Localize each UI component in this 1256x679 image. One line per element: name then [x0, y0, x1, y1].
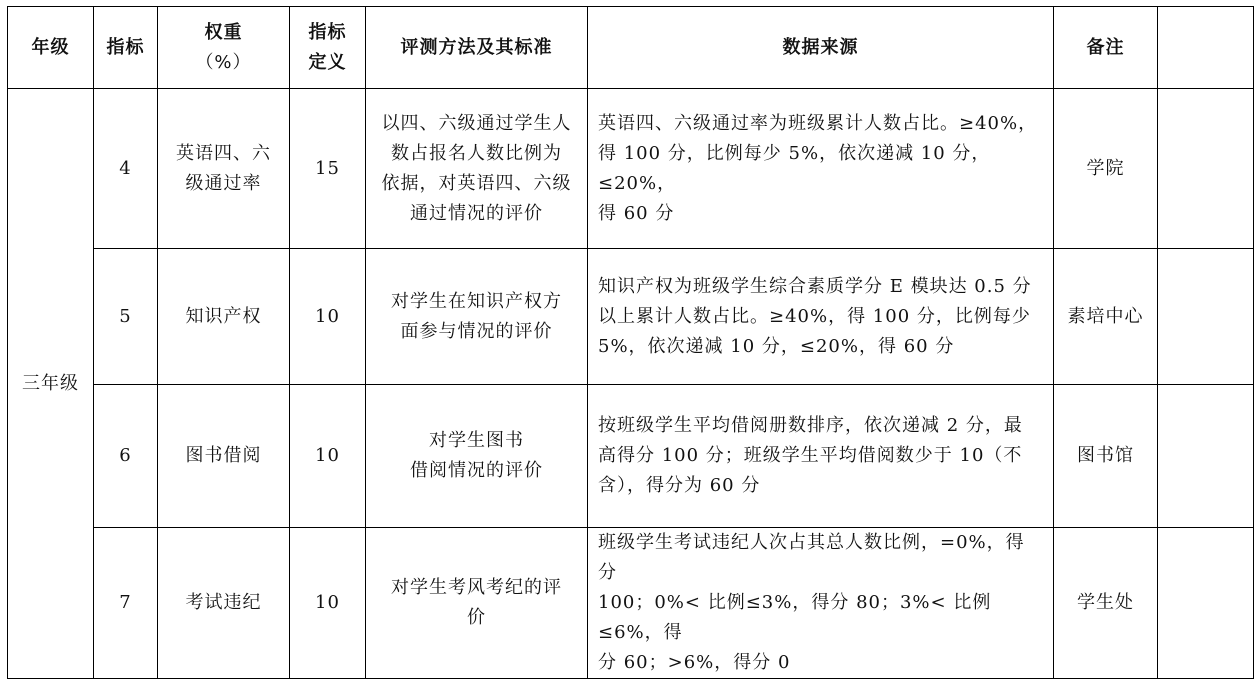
indicator-cell: 7 [94, 528, 158, 679]
source-line: 知识产权为班级学生综合素质学分 E 模块达 0.5 分 [598, 275, 1032, 297]
evaluation-table [7, 6, 1254, 679]
weight-cell [158, 249, 290, 385]
extra-cell [1158, 385, 1254, 528]
header-definition [290, 7, 366, 89]
source-line: 高得分 100 分；班级学生平均借阅数少于 10（不 [598, 445, 1023, 466]
method-cell [366, 249, 588, 385]
weight-line: 图书借阅 [185, 445, 262, 466]
indicator-cell: 6 [94, 385, 158, 528]
header-weight [158, 7, 290, 89]
header-note: 备注 [1054, 7, 1158, 89]
extra-cell [1158, 89, 1254, 249]
source-line: 100；0%< 比例≤3%，得分 80；3%< 比例≤6%，得 [598, 592, 992, 643]
weight-line: 考试违纪 [185, 592, 262, 613]
header-method: 评测方法及其标准 [366, 7, 588, 89]
note-cell: 图书馆 [1054, 385, 1158, 528]
method-line: 面参与情况的评价 [400, 320, 553, 342]
method-cell [366, 89, 588, 249]
definition-cell: 10 [290, 249, 366, 385]
source-line: 得 60 分 [598, 202, 675, 224]
header-extra [1158, 7, 1254, 89]
source-line: 班级学生考试违纪人次占其总人数比例，=0%，得分 [598, 532, 1025, 583]
method-line: 数占报名人数比例为 [391, 142, 562, 164]
source-cell [588, 385, 1054, 528]
method-line: 对学生图书 [429, 430, 524, 451]
note-cell: 学生处 [1054, 528, 1158, 679]
source-line: 含），得分为 60 分 [598, 475, 761, 496]
weight-cell [158, 385, 290, 528]
source-cell [588, 89, 1054, 249]
source-line: 英语四、六级通过率为班级累计人数占比。≥40%， [598, 112, 1038, 134]
header-row [8, 7, 1254, 89]
method-line: 对学生在知识产权方 [391, 290, 562, 312]
source-cell [588, 249, 1054, 385]
method-line: 对学生考风考纪的评 [391, 577, 562, 598]
header-weight-line: 权重 [204, 21, 243, 43]
header-definition-line: 指标 [308, 21, 347, 43]
grade-cell: 三年级 [8, 89, 94, 679]
source-line: 按班级学生平均借阅册数排序，依次递减 2 分，最 [598, 415, 1023, 436]
indicator-cell: 5 [94, 249, 158, 385]
method-line: 借阅情况的评价 [410, 460, 543, 481]
table-row [8, 385, 1254, 528]
table-row [8, 249, 1254, 385]
source-line: 以上累计人数占比。≥40%，得 100 分，比例每少 [598, 305, 1031, 327]
note-cell: 素培中心 [1054, 249, 1158, 385]
method-line: 依据，对英语四、六级 [381, 172, 572, 194]
weight-line: 知识产权 [185, 305, 262, 327]
method-cell [366, 385, 588, 528]
header-definition-line: 定义 [308, 51, 347, 73]
indicator-cell: 4 [94, 89, 158, 249]
definition-cell: 15 [290, 89, 366, 249]
definition-cell: 10 [290, 528, 366, 679]
extra-cell [1158, 249, 1254, 385]
method-line: 通过情况的评价 [410, 202, 543, 224]
weight-line: 级通过率 [185, 172, 262, 194]
method-line: 价 [467, 607, 486, 628]
method-line: 以四、六级通过学生人 [381, 112, 572, 134]
source-line: 分 60；>6%，得分 0 [598, 652, 791, 673]
header-weight-line: （%） [195, 51, 252, 73]
header-grade: 年级 [8, 7, 94, 89]
weight-cell [158, 89, 290, 249]
header-indicator: 指标 [94, 7, 158, 89]
table-row [8, 89, 1254, 249]
definition-cell: 10 [290, 385, 366, 528]
note-cell: 学院 [1054, 89, 1158, 249]
header-source: 数据来源 [588, 7, 1054, 89]
source-line: 5%，依次递减 10 分，≤20%，得 60 分 [598, 335, 955, 357]
weight-line: 英语四、六 [176, 142, 271, 164]
source-line: 得 100 分，比例每少 5%，依次递减 10 分，≤20%， [598, 142, 991, 194]
